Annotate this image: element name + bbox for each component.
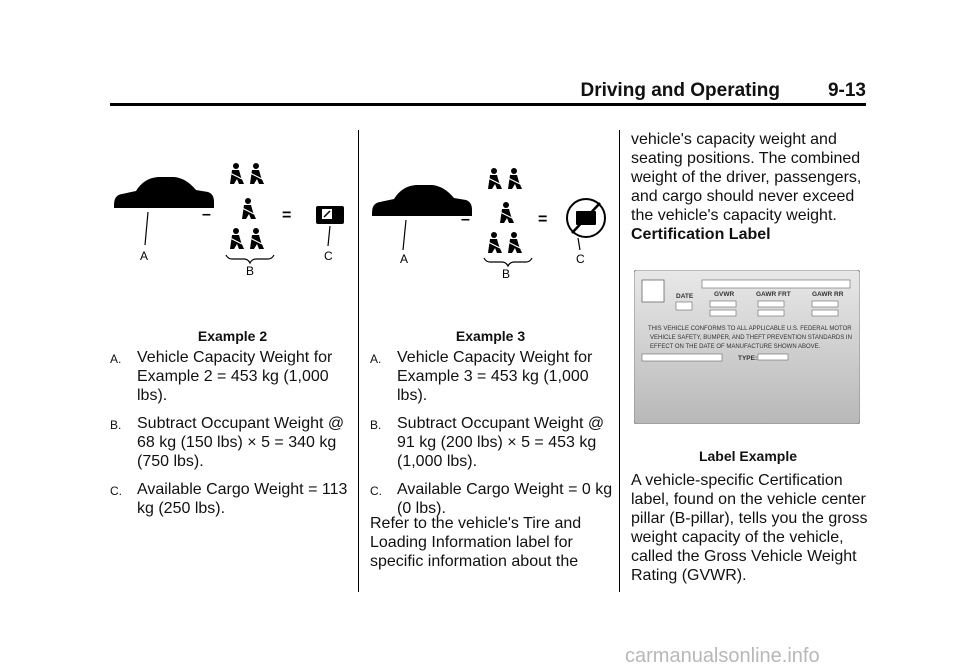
label-b: B bbox=[502, 267, 511, 281]
minus-sign: – bbox=[461, 211, 470, 228]
tire-label-paragraph: Refer to the vehicle's Tire and Loading Information label for specific information about the bbox=[370, 515, 582, 570]
label-c: C bbox=[576, 252, 585, 266]
minus-sign: – bbox=[202, 206, 211, 223]
list-item: A. Vehicle Capacity Weight for Example 3 = 453 kg (1,000 lbs). bbox=[370, 349, 593, 404]
cargo-icon bbox=[316, 206, 344, 224]
list-item: A. Vehicle Capacity Weight for Example 2 = 453 kg (1,000 lbs). bbox=[110, 349, 333, 404]
statement-line-1: THIS VEHICLE CONFORMS TO ALL APPLICABLE U.S. FEDERAL MOTOR bbox=[648, 326, 852, 332]
page-header bbox=[110, 80, 866, 102]
label-a: A bbox=[400, 252, 409, 266]
type-label: TYPE: bbox=[738, 355, 758, 362]
no-cargo-icon bbox=[567, 199, 605, 237]
equals-sign: = bbox=[282, 207, 292, 224]
watermark: carmanualsonline.info bbox=[625, 645, 820, 667]
occupant-icons bbox=[230, 163, 264, 249]
certification-paragraph: A vehicle-specific Certification label, found on the vehicle center pillar (B-pillar), tells you the gross weight capacity of the vehicle, called the Gross Vehicle Weight Rating (GVWR). bbox=[631, 472, 868, 584]
column-divider-2 bbox=[619, 130, 620, 592]
page-number: 9-13 bbox=[827, 80, 866, 101]
label-example-caption: Label Example bbox=[698, 448, 798, 464]
capacity-paragraph: vehicle's capacity weight and seating positions. The combined weight of the driver, passengers, and cargo should never exceed the vehicle's capacity weight. bbox=[631, 131, 862, 224]
example-2-caption: Example 2 bbox=[197, 328, 268, 344]
date-label: DATE bbox=[676, 293, 694, 300]
statement-line-2: VEHICLE SAFETY, BUMPER, AND THEFT PREVENTION STANDARDS IN bbox=[650, 335, 852, 341]
column-divider-1 bbox=[358, 130, 359, 592]
list-item: C. Available Cargo Weight = 0 kg (0 lbs). bbox=[370, 481, 613, 517]
example-2-list bbox=[110, 348, 355, 527]
label-c: C bbox=[324, 249, 333, 263]
list-item: C. Available Cargo Weight = 113 kg (250 lbs). bbox=[110, 481, 348, 517]
list-item: B. Subtract Occupant Weight @ 68 kg (150 lbs) × 5 = 340 kg (750 lbs). bbox=[110, 415, 345, 470]
vehicle-icon bbox=[114, 177, 214, 208]
gawr-frt-label: GAWR FRT bbox=[756, 291, 791, 298]
certification-heading: Certification Label bbox=[631, 226, 771, 243]
example-3-list bbox=[370, 348, 615, 527]
section-title: Driving and Operating bbox=[580, 80, 780, 101]
header-rule bbox=[110, 103, 866, 106]
example-3-caption: Example 3 bbox=[455, 328, 526, 344]
vehicle-icon bbox=[372, 185, 472, 216]
occupant-icons bbox=[488, 168, 522, 253]
gvwr-label: GVWR bbox=[714, 291, 735, 298]
statement-line-3: EFFECT ON THE DATE OF MANUFACTURE SHOWN ABOVE. bbox=[650, 344, 821, 350]
example-2-illustration bbox=[110, 150, 355, 275]
label-b: B bbox=[246, 264, 255, 275]
list-item: B. Subtract Occupant Weight @ 91 kg (200 lbs) × 5 = 453 kg (1,000 lbs). bbox=[370, 415, 605, 470]
equals-sign: = bbox=[538, 211, 548, 228]
label-a: A bbox=[140, 249, 149, 263]
gawr-rr-label: GAWR RR bbox=[812, 291, 844, 298]
example-3-illustration bbox=[368, 158, 613, 283]
certification-label-image bbox=[634, 270, 860, 424]
